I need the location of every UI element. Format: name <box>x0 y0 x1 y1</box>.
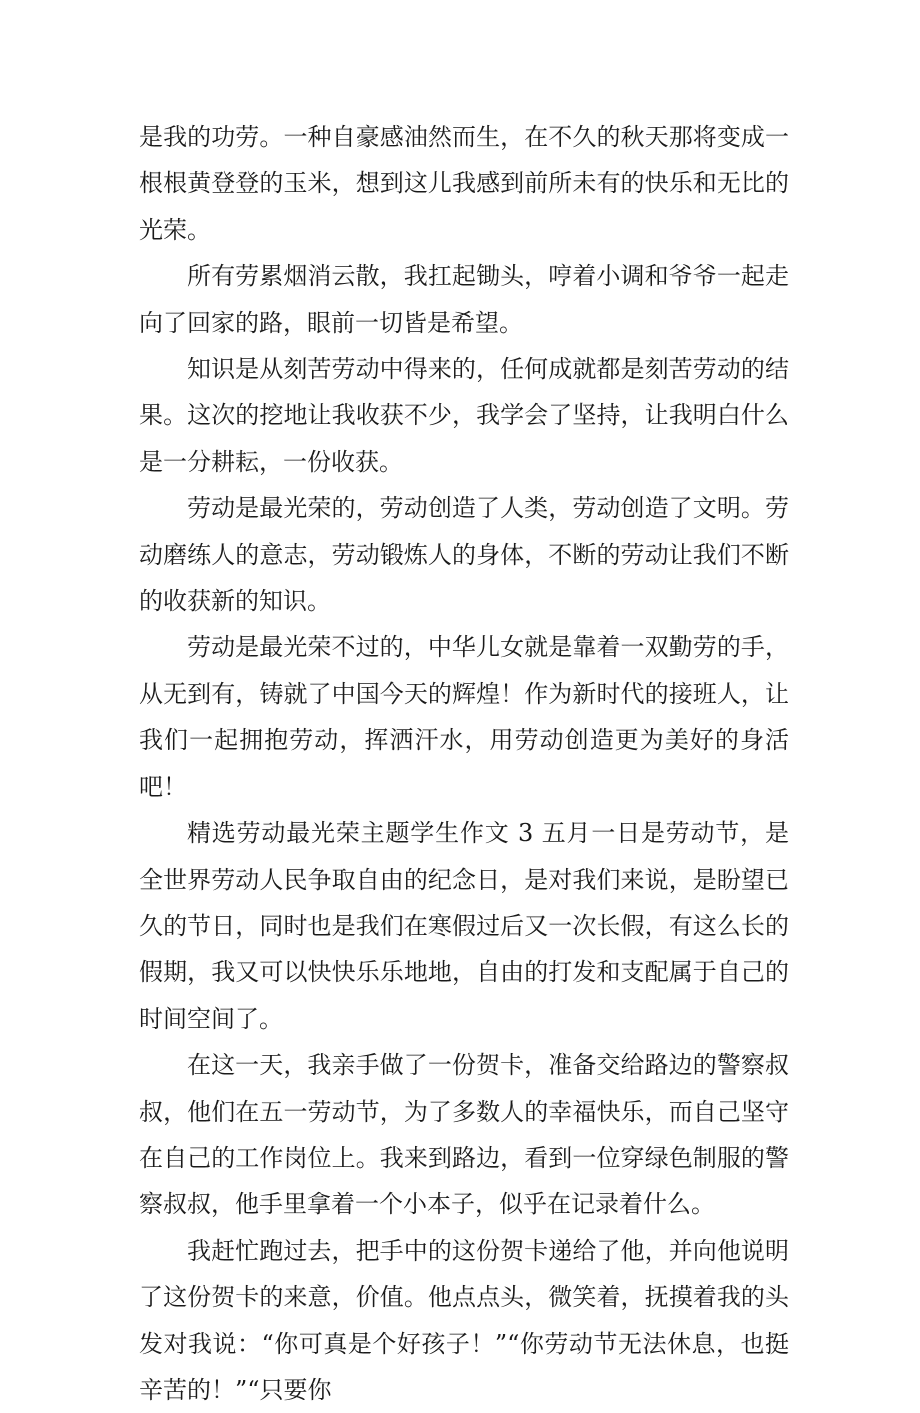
body-text <box>139 114 789 1413</box>
paragraph-5: 劳动是最光荣不过的，中华儿女就是靠着一双勤劳的手，从无到有，铸就了中国今天的辉煌！作为新时代的接班人，让我们一起拥抱劳动，挥洒汗水，用劳动创造更为美好的身活吧！ <box>139 633 789 801</box>
paragraph-4: 劳动是最光荣的，劳动创造了人类，劳动创造了文明。劳动磨练人的意志，劳动锻炼人的身体，不断的劳动让我们不断的收获新的知识。 <box>139 494 789 616</box>
paragraph-1: 是我的功劳。一种自豪感油然而生，在不久的秋天那将变成一根根黄登登的玉米，想到这儿我感到前所未有的快乐和无比的光荣。 <box>139 123 789 244</box>
paragraph-3: 知识是从刻苦劳动中得来的，任何成就都是刻苦劳动的结果。这次的挖地让我收获不少，我学会了坚持，让我明白什么是一分耕耘，一份收获。 <box>139 355 789 476</box>
paragraph-8: 我赶忙跑过去，把手中的这份贺卡递给了他，并向他说明了这份贺卡的来意，价值。他点点头，微笑着，抚摸着我的头发对我说：“你可真是个好孩子！”“你劳动节无法休息，也挺辛苦的！”“只要你 <box>139 1236 789 1404</box>
paragraph-2: 所有劳累烟消云散，我扛起锄头，哼着小调和爷爷一起走向了回家的路，眼前一切皆是希望。 <box>139 262 789 337</box>
paragraph-7: 在这一天，我亲手做了一份贺卡，准备交给路边的警察叔叔，他们在五一劳动节，为了多数人的幸福快乐，而自己坚守在自己的工作岗位上。我来到路边，看到一位穿绿色制服的警察叔叔，他手里拿着一个小本子，似乎在记录着什么。 <box>139 1051 789 1219</box>
paragraph-6: 精选劳动最光荣主题学生作文 3 五月一日是劳动节，是全世界劳动人民争取自由的纪念日，是对我们来说，是盼望已久的节日，同时也是我们在寒假过后又一次长假，有这么长的假期，我又可以快快乐乐地地，自由的打发和支配属于自己的时间空间了。 <box>139 819 789 1033</box>
